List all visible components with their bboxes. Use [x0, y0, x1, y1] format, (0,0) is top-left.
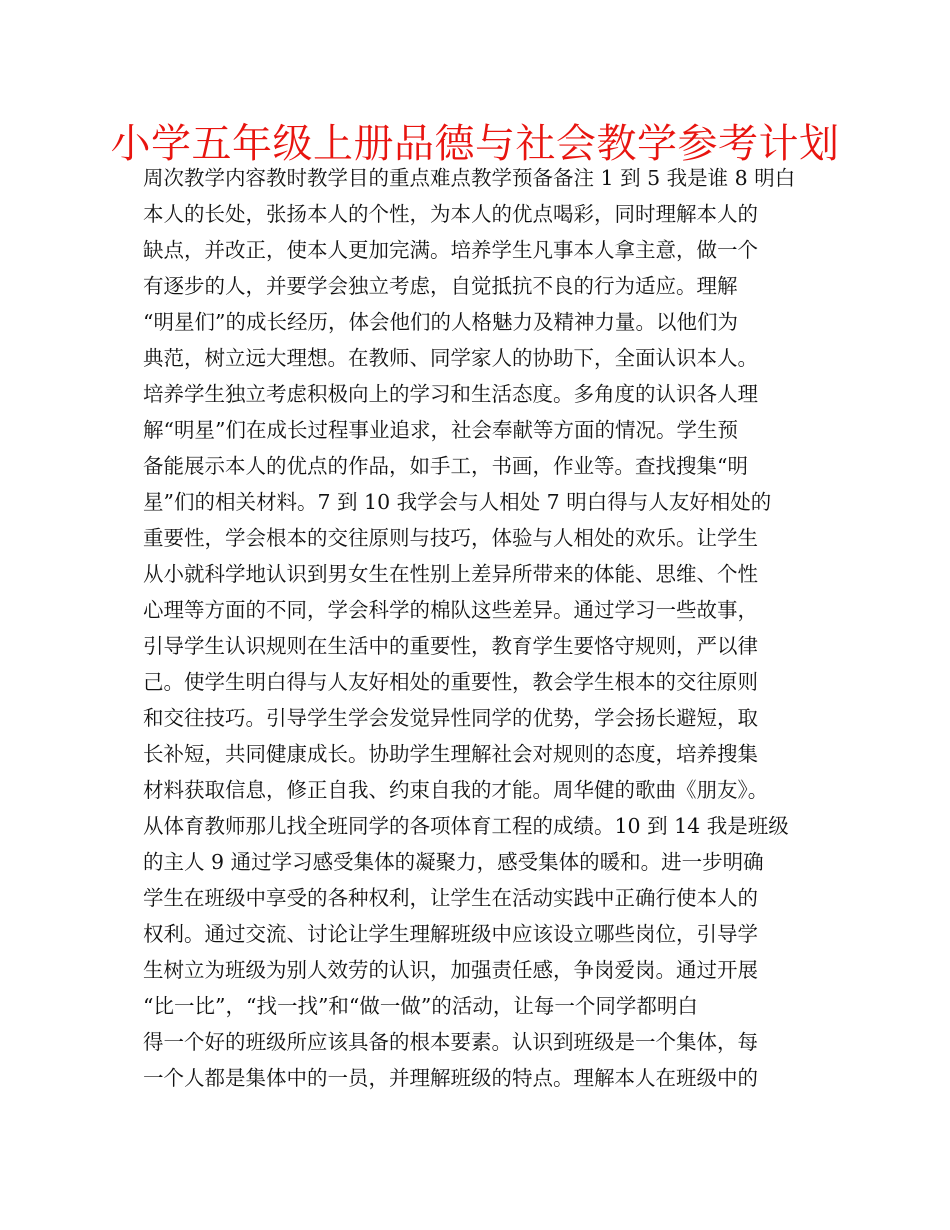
body-text-line: 典范，树立远大理想。在教师、同学家人的协助下，全面认识本人。 [143, 346, 758, 370]
body-text-line: 长补短，共同健康成长。协助学生理解社会对规则的态度，培养搜集 [143, 742, 758, 766]
body-text-line: 从小就科学地认识到男女生在性别上差异所带来的体能、思维、个性 [143, 562, 758, 586]
body-text-line: 得一个好的班级所应该具备的根本要素。认识到班级是一个集体，每 [143, 1030, 758, 1054]
body-text-line: 生树立为班级为别人效劳的认识，加强责任感，争岗爱岗。通过开展 [143, 958, 758, 982]
body-text-line: “明星们”的成长经历，体会他们的人格魅力及精神力量。以他们为 [143, 310, 738, 334]
body-text-line: 学生在班级中享受的各种权利，让学生在活动实践中正确行使本人的 [143, 886, 758, 910]
body-text-line: 周次教学内容教时教学目的重点难点教学预备备注 1 到 5 我是谁 8 明白 [143, 166, 796, 190]
body-text-line: 引导学生认识规则在生活中的重要性，教育学生要恪守规则，严以律 [143, 634, 758, 658]
document-title: 小学五年级上册品德与社会教学参考计划 [110, 121, 840, 167]
body-text-line: 重要性，学会根本的交往原则与技巧，体验与人相处的欢乐。让学生 [143, 526, 758, 550]
body-text-line: 培养学生独立考虑积极向上的学习和生活态度。多角度的认识各人理 [143, 382, 758, 406]
body-text-line: 一个人都是集体中的一员，并理解班级的特点。理解本人在班级中的 [143, 1066, 758, 1090]
body-text-line: “比一比”，“找一找”和“做一做”的活动，让每一个同学都明白 [143, 994, 698, 1018]
body-text-line: 和交往技巧。引导学生学会发觉异性同学的优势，学会扬长避短，取 [143, 706, 758, 730]
body-text-line: 缺点，并改正，使本人更加完满。培养学生凡事本人拿主意，做一个 [143, 238, 758, 262]
body-text-line: 心理等方面的不同，学会科学的棉队这些差异。通过学习一些故事， [143, 598, 758, 622]
document-body [143, 160, 823, 1096]
body-text-line: 材料获取信息，修正自我、约束自我的才能。周华健的歌曲《朋友》。 [143, 778, 769, 802]
body-text-line: 权利。通过交流、讨论让学生理解班级中应该设立哪些岗位，引导学 [143, 922, 758, 946]
body-text-line: 有逐步的人，并要学会独立考虑，自觉抵抗不良的行为适应。理解 [143, 274, 738, 298]
body-text-line: 解“明星”们在成长过程事业追求，社会奉献等方面的情况。学生预 [143, 418, 738, 442]
body-text-line: 己。使学生明白得与人友好相处的重要性，教会学生根本的交往原则 [143, 670, 758, 694]
body-text-line: 从体育教师那儿找全班同学的各项体育工程的成绩。10 到 14 我是班级 [143, 814, 789, 838]
body-text-line: 星”们的相关材料。7 到 10 我学会与人相处 7 明白得与人友好相处的 [143, 490, 772, 514]
body-text-line: 备能展示本人的优点的作品，如手工，书画，作业等。查找搜集“明 [143, 454, 748, 478]
body-text-line: 的主人 9 通过学习感受集体的凝聚力，感受集体的暖和。进一步明确 [143, 850, 764, 874]
body-text-line: 本人的长处，张扬本人的个性，为本人的优点喝彩，同时理解本人的 [143, 202, 758, 226]
